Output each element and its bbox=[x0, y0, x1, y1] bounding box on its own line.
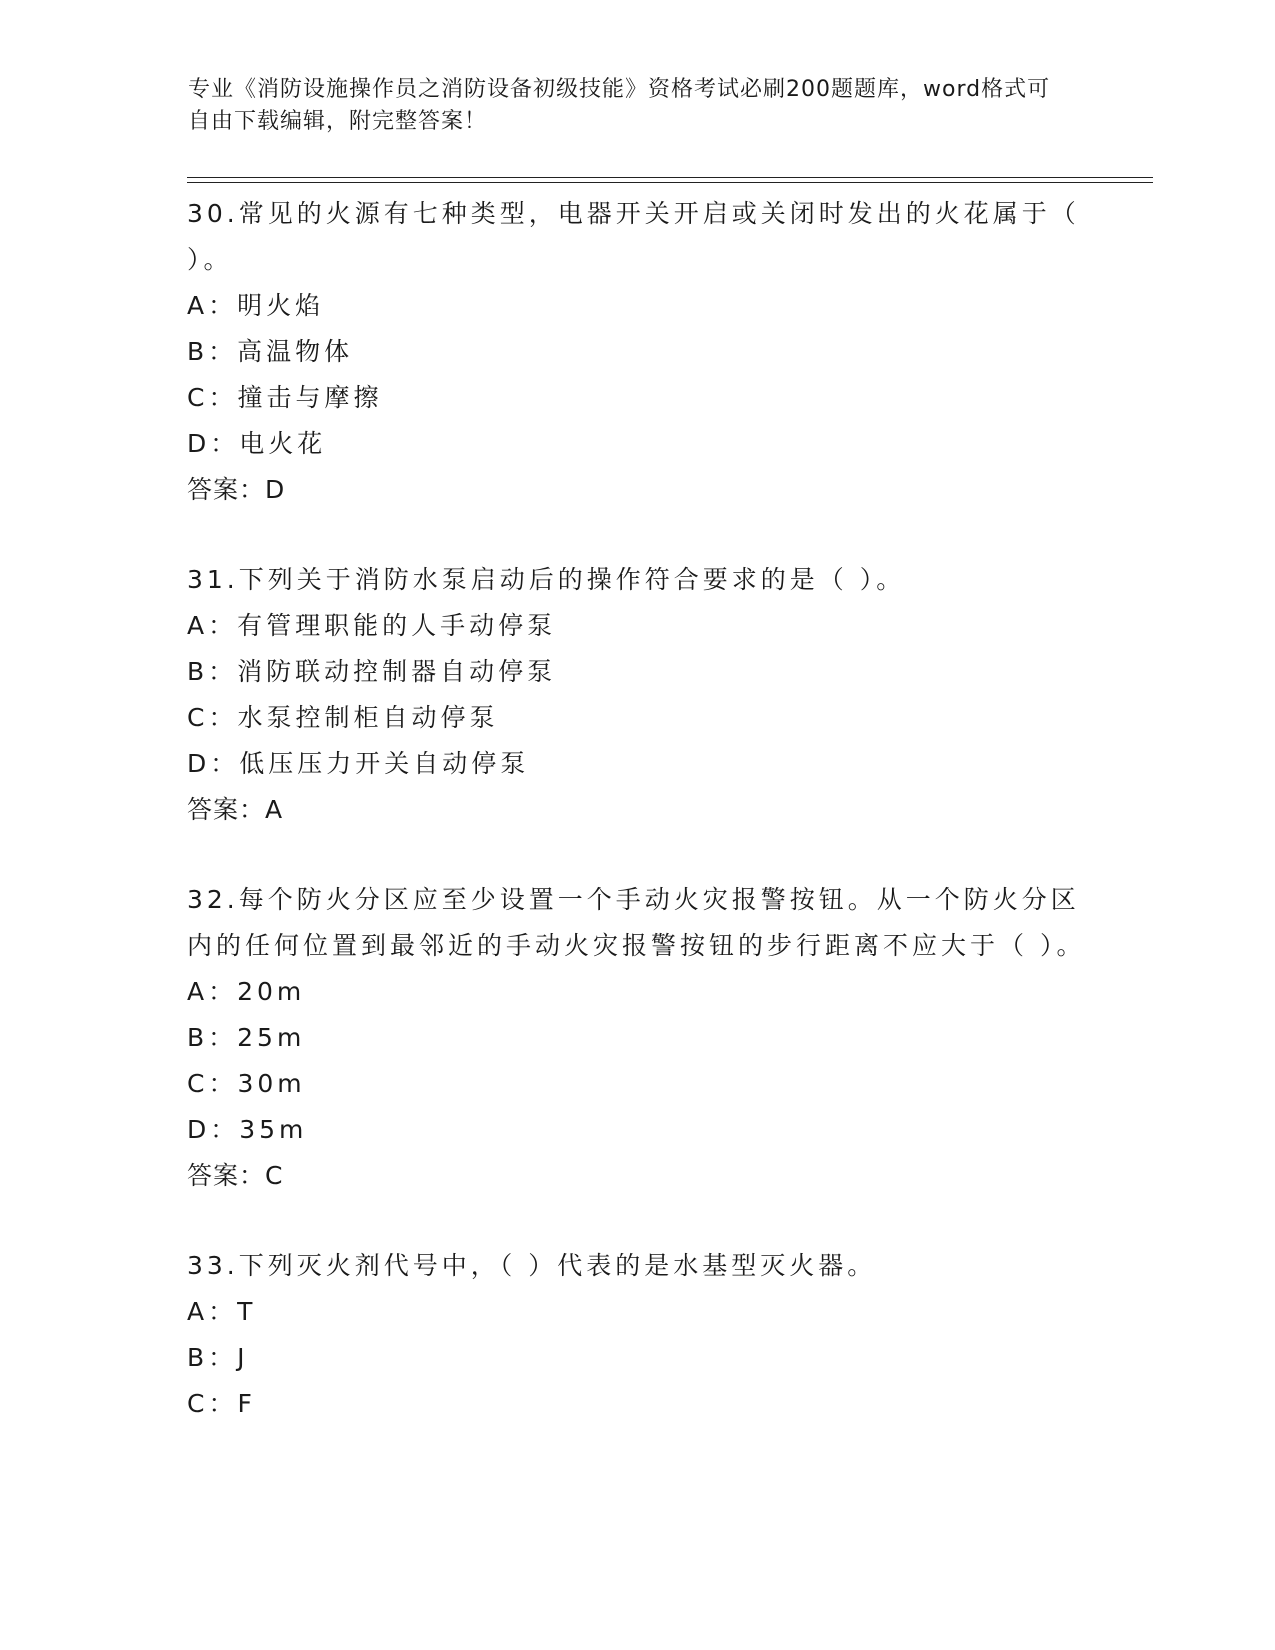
question-list bbox=[187, 191, 1087, 1471]
question-31 bbox=[187, 557, 1087, 833]
option-a: A：T bbox=[187, 1297, 257, 1326]
option-b: B：消防联动控制器自动停泵 bbox=[187, 657, 557, 686]
option-d: D：35m bbox=[187, 1115, 308, 1144]
question-stem: 32.每个防火分区应至少设置一个手动火灾报警按钮。从一个防火分区内的任何位置到最邻近的手动火灾报警按钮的步行距离不应大于（ ）。 bbox=[187, 885, 1086, 960]
question-30 bbox=[187, 191, 1087, 513]
option-b: B：J bbox=[187, 1343, 249, 1372]
question-stem: 33.下列灭火剂代号中，（ ）代表的是水基型灭火器。 bbox=[187, 1251, 877, 1280]
option-list bbox=[187, 969, 1087, 1153]
option-a: A：20m bbox=[187, 977, 306, 1006]
option-d: D：低压压力开关自动停泵 bbox=[187, 749, 530, 778]
option-c: C：撞击与摩擦 bbox=[187, 383, 383, 412]
header-rule-top bbox=[187, 177, 1153, 178]
question-33 bbox=[187, 1243, 1087, 1427]
option-list bbox=[187, 283, 1087, 467]
answer: 答案：D bbox=[187, 475, 286, 504]
option-list bbox=[187, 1289, 1087, 1427]
answer: 答案：C bbox=[187, 1161, 284, 1190]
option-b: B：高温物体 bbox=[187, 337, 354, 366]
answer: 答案：A bbox=[187, 795, 284, 824]
option-c: C：F bbox=[187, 1389, 256, 1418]
option-list bbox=[187, 603, 1087, 787]
question-stem: 31.下列关于消防水泵启动后的操作符合要求的是（ ）。 bbox=[187, 565, 906, 594]
option-d: D：电火花 bbox=[187, 429, 327, 458]
option-a: A：明火焰 bbox=[187, 291, 325, 320]
document-header: 专业《消防设施操作员之消防设备初级技能》资格考试必刷200题题库，word格式可自由下载编辑，附完整答案！ bbox=[188, 77, 1051, 134]
option-c: C：30m bbox=[187, 1069, 306, 1098]
question-32 bbox=[187, 877, 1087, 1199]
option-a: A：有管理职能的人手动停泵 bbox=[187, 611, 557, 640]
question-stem: 30.常见的火源有七种类型，电器开关开启或关闭时发出的火花属于（ ）。 bbox=[187, 199, 1080, 274]
option-b: B：25m bbox=[187, 1023, 306, 1052]
header-rule-bottom bbox=[187, 182, 1153, 183]
option-c: C：水泵控制柜自动停泵 bbox=[187, 703, 499, 732]
